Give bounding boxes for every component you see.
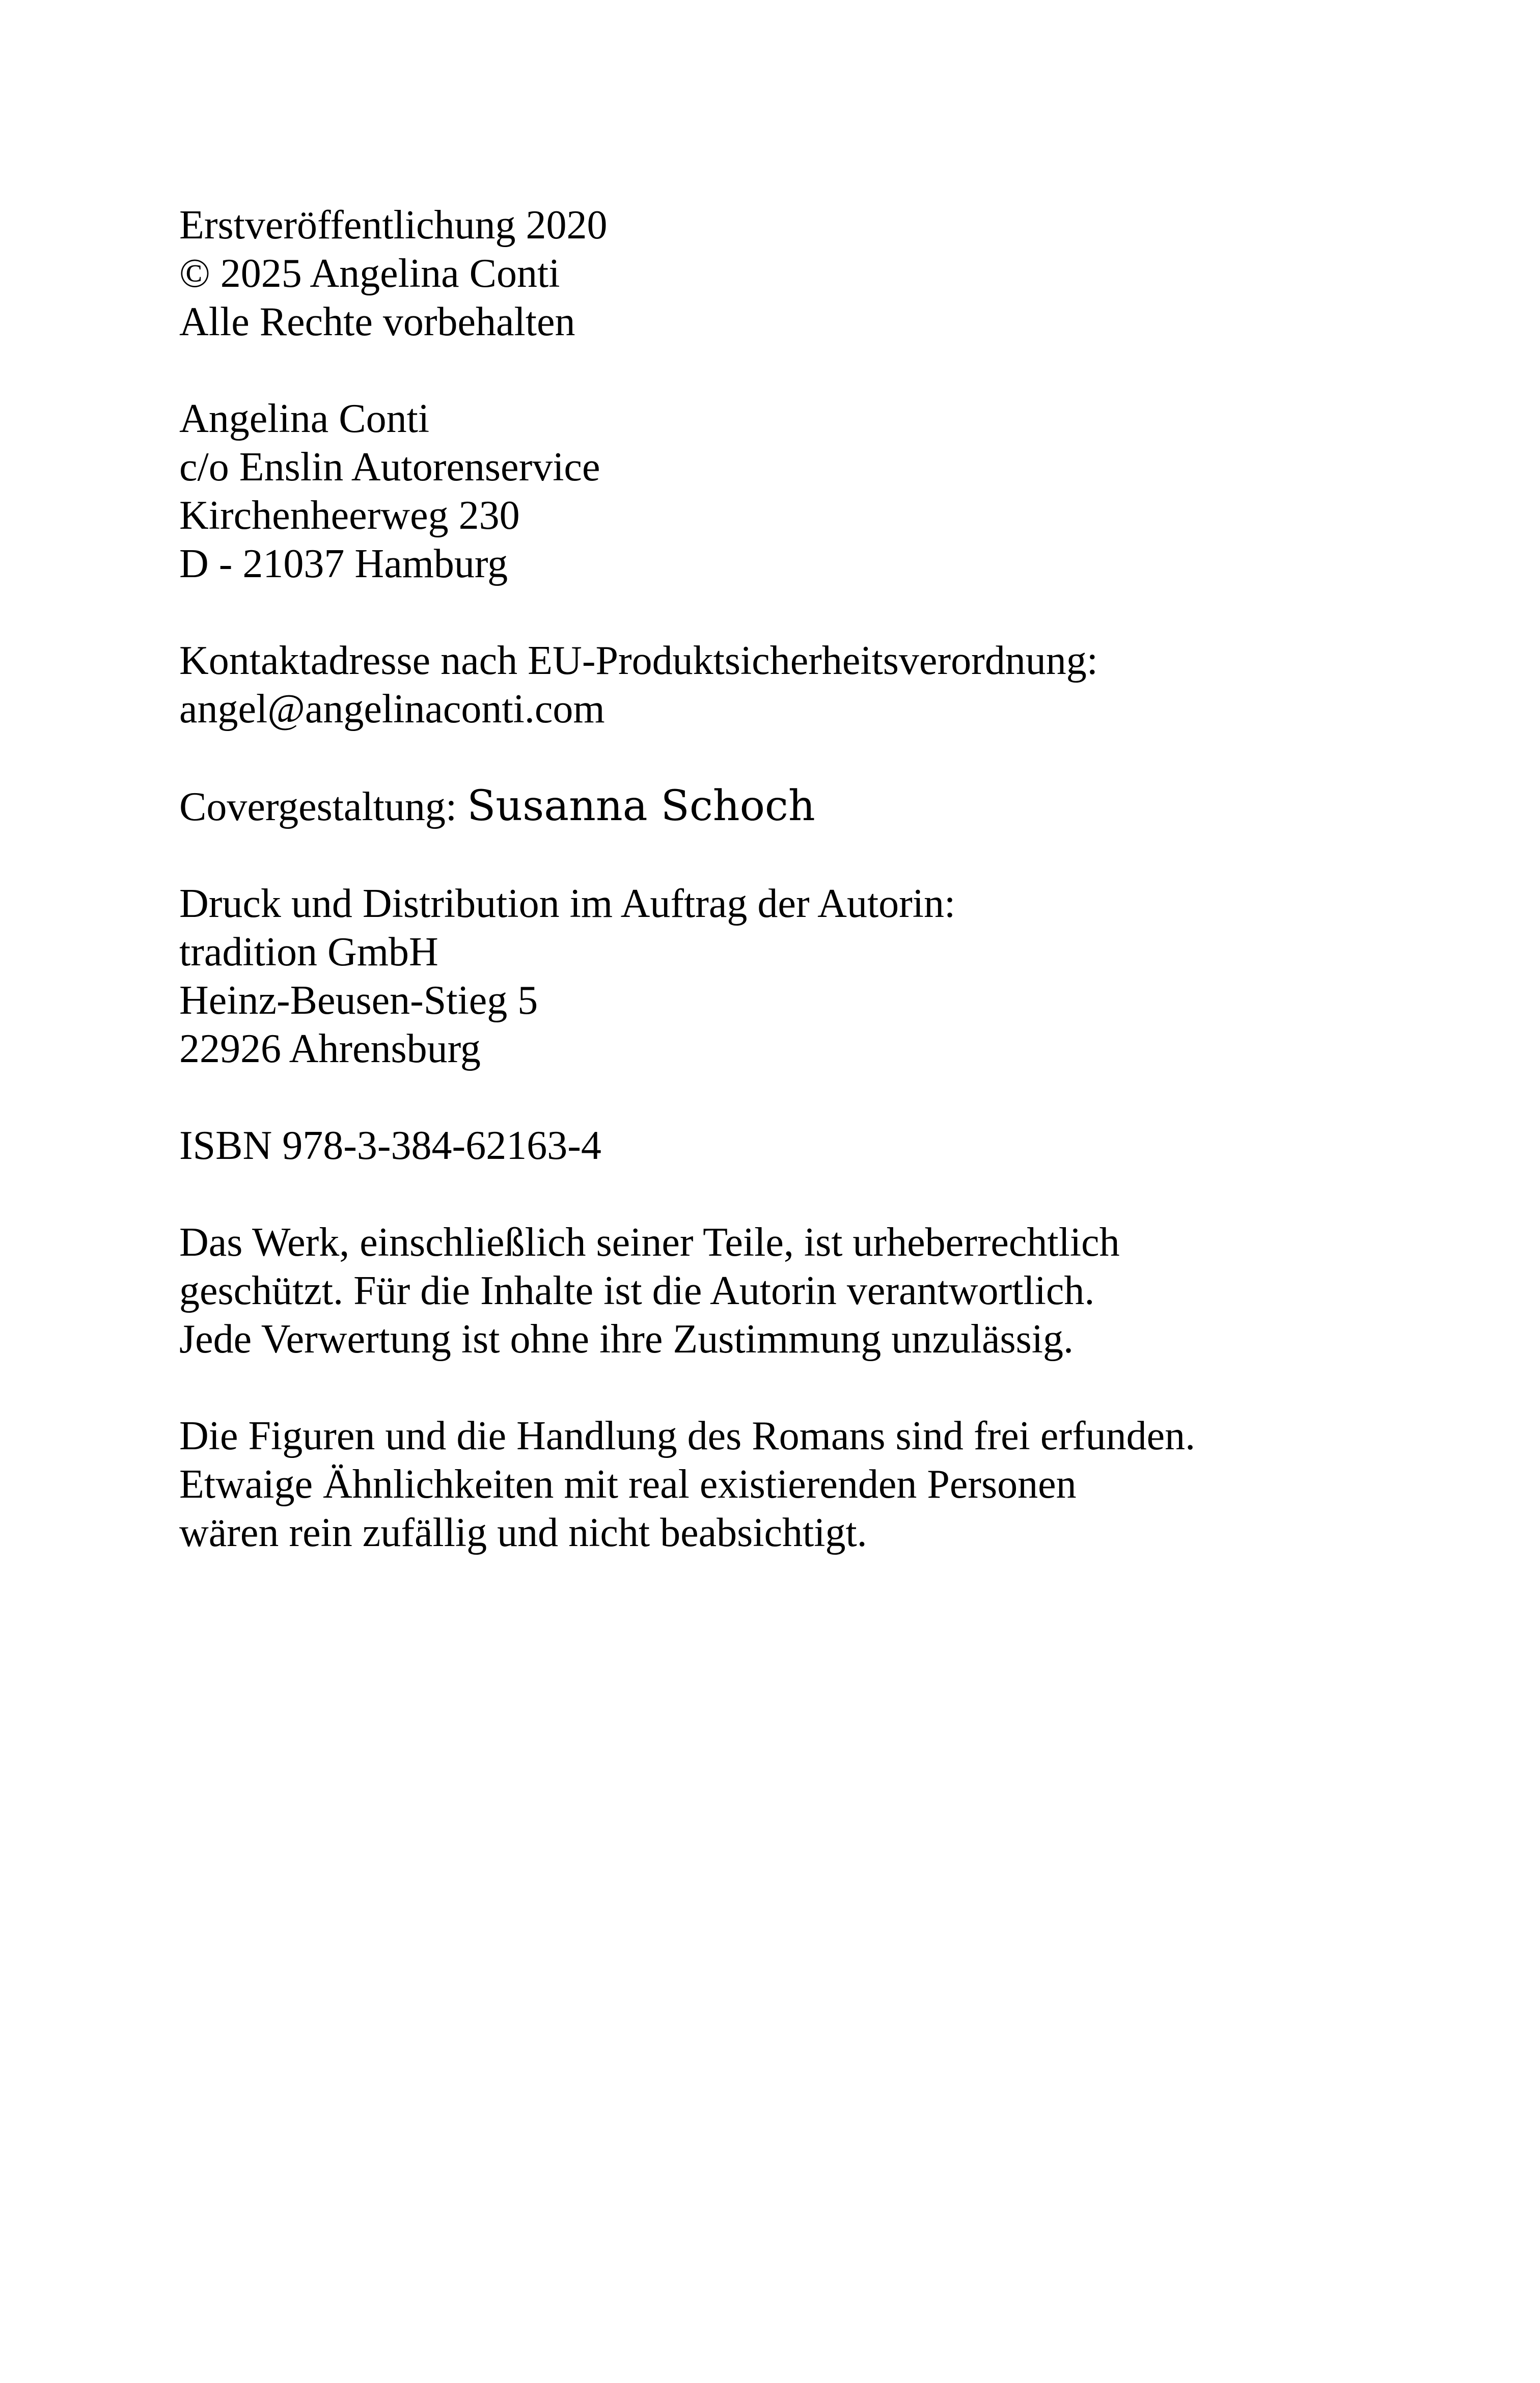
isbn-line: ISBN 978-3-384-62163-4 xyxy=(179,1123,601,1168)
disclaimer-line-1: Die Figuren und die Handlung des Romans sind frei erfunden. xyxy=(179,1414,1196,1458)
printing-city: 22926 Ahrensburg xyxy=(179,1026,481,1071)
contact-block xyxy=(179,637,1401,734)
printing-block xyxy=(179,880,1401,1073)
contact-label: Kontaktadresse nach EU-Produktsicherheitsverordnung: xyxy=(179,638,1098,683)
disclaimer-block xyxy=(179,1412,1401,1557)
copyright-notice-line-2: geschützt. Für die Inhalte ist die Autorin verantwortlich. xyxy=(179,1268,1095,1313)
author-care-of: c/o Enslin Autorenservice xyxy=(179,445,600,490)
printing-company: tradition GmbH xyxy=(179,930,438,974)
printing-street: Heinz-Beusen-Stieg 5 xyxy=(179,978,538,1023)
publication-block xyxy=(179,201,1401,346)
contact-email: angel@angelinaconti.com xyxy=(179,687,605,732)
first-published-line: Erstveröffentlichung 2020 xyxy=(179,203,608,248)
printing-label: Druck und Distribution im Auftrag der Autorin: xyxy=(179,881,956,926)
author-name: Angelina Conti xyxy=(179,396,430,441)
author-city: D - 21037 Hamburg xyxy=(179,541,508,586)
isbn-block xyxy=(179,1122,1401,1170)
cover-designer: Susanna Schoch xyxy=(467,782,815,830)
cover-label: Covergestaltung: xyxy=(179,784,468,829)
cover-block xyxy=(179,782,1401,831)
disclaimer-line-2: Etwaige Ähnlichkeiten mit real existierenden Personen xyxy=(179,1462,1077,1507)
cover-line xyxy=(179,782,1401,831)
copyright-notice-line-1: Das Werk, einschließlich seiner Teile, ist urheberrechtlich xyxy=(179,1220,1120,1265)
disclaimer-line-3: wären rein zufällig und nicht beabsichtigt. xyxy=(179,1510,867,1555)
author-street: Kirchenheerweg 230 xyxy=(179,493,520,538)
imprint-content xyxy=(179,201,1401,1606)
copyright-notice-line-3: Jede Verwertung ist ohne ihre Zustimmung unzulässig. xyxy=(179,1317,1074,1362)
copyright-notice-block xyxy=(179,1218,1401,1364)
author-address-block xyxy=(179,395,1401,588)
rights-line: Alle Rechte vorbehalten xyxy=(179,300,575,344)
copyright-line: © 2025 Angelina Conti xyxy=(179,251,560,296)
